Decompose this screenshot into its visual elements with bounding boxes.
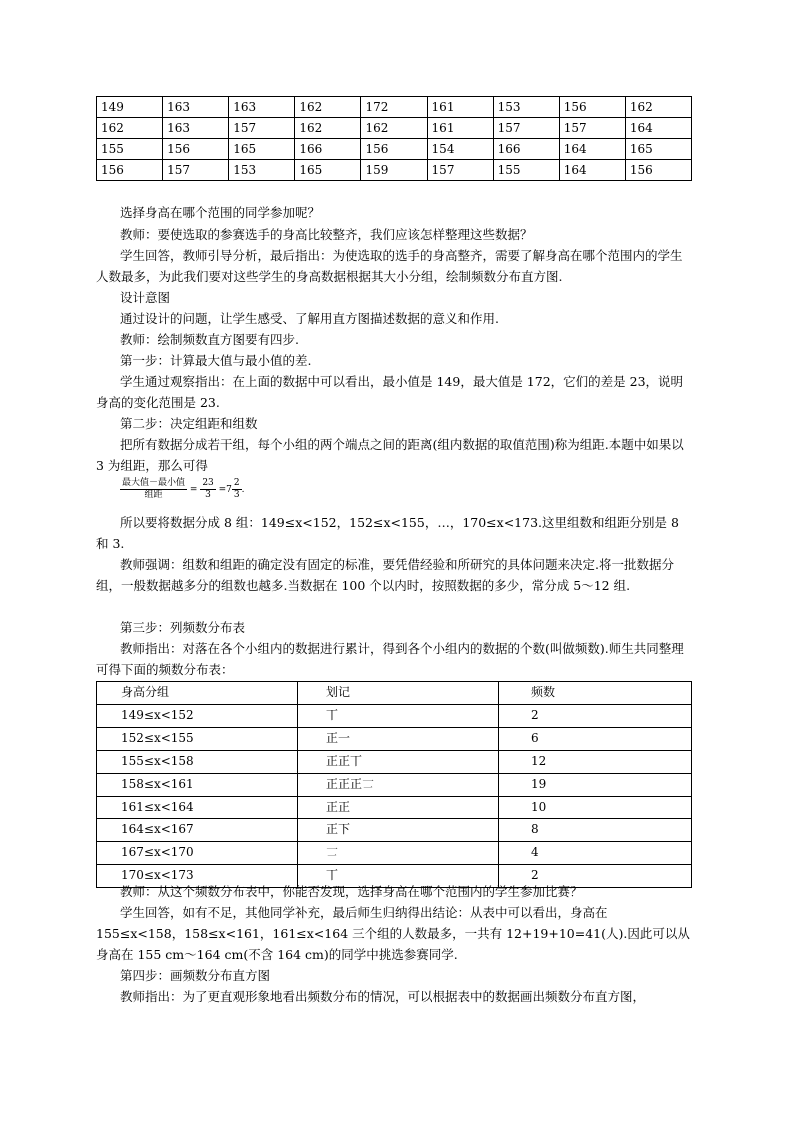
- table-cell-tally: 正一: [298, 727, 499, 750]
- table-cell: 153: [229, 160, 295, 181]
- table-cell: 156: [625, 160, 691, 181]
- column-header: 划记: [298, 682, 499, 705]
- table-cell-count: 4: [499, 842, 692, 865]
- paragraph-step-one: 第一步：计算最大值与最小值的差.: [120, 353, 312, 368]
- table-cell-range: 152≤x<155: [97, 727, 298, 750]
- table-cell: 157: [493, 118, 559, 139]
- table-cell-count: 6: [499, 727, 692, 750]
- frequency-distribution-table: [96, 681, 692, 888]
- table-cell-tally: 正正正𠄟: [298, 773, 499, 796]
- table-cell: 155: [97, 139, 163, 160]
- table-cell-range: 161≤x<164: [97, 796, 298, 819]
- paragraph-step-four: 第四步：画频数分布直方图: [120, 968, 271, 983]
- paragraph-question: 选择身高在哪个范围的同学参加呢？: [120, 205, 321, 220]
- paragraph-design-intent: 通过设计的问题，让学生感受、了解用直方图描述数据的意义和作用.: [120, 311, 499, 326]
- table-cell: 172: [361, 97, 427, 118]
- table-cell: 166: [493, 139, 559, 160]
- table-cell: 157: [427, 160, 493, 181]
- table-cell: 163: [229, 97, 295, 118]
- table-cell-tally: 正下: [298, 819, 499, 842]
- table-row: [97, 727, 692, 750]
- table-cell: 159: [361, 160, 427, 181]
- table-cell: 157: [559, 118, 625, 139]
- table-cell: 166: [295, 139, 361, 160]
- table-cell: 154: [427, 139, 493, 160]
- table-row: [97, 704, 692, 727]
- table-row: [97, 139, 692, 160]
- paragraph-group-count: 所以要将数据分成 8 组：149≤x<152，152≤x<155，…，170≤x<173.这里组数和组距分别是 8 和 3.: [96, 515, 679, 551]
- table-row: [97, 750, 692, 773]
- table-cell-count: 10: [499, 796, 692, 819]
- table-cell: 162: [625, 97, 691, 118]
- height-data-table: [96, 96, 692, 181]
- table-cell-range: 164≤x<167: [97, 819, 298, 842]
- paragraph-teacher-question: 教师：从这个频数分布表中，你能否发现，选择身高在哪个范围内的学生参加比赛？: [120, 884, 583, 899]
- table-cell: 162: [295, 97, 361, 118]
- paragraph-four-steps: 教师：绘制频数直方图要有四步.: [120, 332, 299, 347]
- table-cell: 162: [361, 118, 427, 139]
- table-cell-range: 170≤x<173: [97, 865, 298, 888]
- table-cell: 163: [163, 97, 229, 118]
- table-cell: 157: [163, 160, 229, 181]
- paragraph-teacher-emphasis: 教师强调：组数和组距的确定没有固定的标准，要凭借经验和所研究的具体问题来决定.将一批数据分组，一般数据越多分的组数也越多.当数据在 100 个以内时，按照数据的多少，常分成 5～12 组.: [96, 557, 674, 593]
- paragraph-step-three: 第三步：列频数分布表: [120, 620, 246, 635]
- table-cell-range: 167≤x<170: [97, 842, 298, 865]
- table-cell: 164: [559, 160, 625, 181]
- group-count-formula: $\frac{\text{最大值－最小值}}{\text{组距}}$ = $\frac{23}{3}$ =7 $\frac{2}{3}$ .: [122, 478, 245, 500]
- table-cell: 161: [427, 97, 493, 118]
- table-cell-tally: 正正丅: [298, 750, 499, 773]
- table-cell: 165: [625, 139, 691, 160]
- table-cell: 163: [163, 118, 229, 139]
- paragraph-class-width: 把所有数据分成若干组，每个小组的两个端点之间的距离(组内数据的取值范围)称为组距.本题中如果以 3 为组距，那么可得: [96, 437, 684, 473]
- table-cell: 155: [493, 160, 559, 181]
- column-header: 频数: [499, 682, 692, 705]
- table-cell-range: 158≤x<161: [97, 773, 298, 796]
- table-cell: 156: [559, 97, 625, 118]
- table-cell-count: 2: [499, 704, 692, 727]
- table-cell-count: 8: [499, 819, 692, 842]
- table-cell-count: 12: [499, 750, 692, 773]
- table-row: [97, 842, 692, 865]
- table-row: [97, 160, 692, 181]
- table-cell: 156: [163, 139, 229, 160]
- table-cell-count: 2: [499, 865, 692, 888]
- table-row: [97, 796, 692, 819]
- table-cell-count: 19: [499, 773, 692, 796]
- table-cell: 164: [625, 118, 691, 139]
- table-cell: 149: [97, 97, 163, 118]
- paragraph-frequency-intro: 教师指出：对落在各个小组内的数据进行累计，得到各个小组内的数据的个数(叫做频数).师生共同整理可得下面的频数分布表：: [96, 641, 684, 677]
- table-cell-tally: 丅: [298, 704, 499, 727]
- paragraph-teacher-ask: 教师：要使选取的参赛选手的身高比较整齐，我们应该怎样整理这些数据？: [120, 227, 533, 242]
- table-cell-range: 149≤x<152: [97, 704, 298, 727]
- table-cell-tally: 丅: [298, 865, 499, 888]
- paragraph-histogram-intro: 教师指出：为了更直观形象地看出频数分布的情况，可以根据表中的数据画出频数分布直方图，: [120, 989, 646, 1004]
- table-cell: 165: [229, 139, 295, 160]
- column-header: 身高分组: [97, 682, 298, 705]
- table-row: [97, 118, 692, 139]
- table-cell: 165: [295, 160, 361, 181]
- table-header-row: [97, 682, 692, 705]
- table-cell: 162: [295, 118, 361, 139]
- table-cell-range: 155≤x<158: [97, 750, 298, 773]
- formula-fraction-main: $\frac{\text{最大值－最小值}}{\text{组距}}$: [122, 478, 186, 500]
- paragraph-design-intent-title: 设计意图: [120, 290, 171, 305]
- table-cell: 156: [97, 160, 163, 181]
- table-cell: 161: [427, 118, 493, 139]
- table-cell: 162: [97, 118, 163, 139]
- paragraph-range-result: 学生通过观察指出：在上面的数据中可以看出，最小值是 149，最大值是 172，它们的差是 23，说明身高的变化范围是 23.: [96, 374, 684, 410]
- paragraph-student-answer: 学生回答，教师引导分析，最后指出：为使选取的选手的身高整齐，需要了解身高在哪个范围内的学生人数最多，为此我们要对这些学生的身高数据根据其大小分组，绘制频数分布直方图.: [96, 248, 683, 284]
- table-cell: 157: [229, 118, 295, 139]
- paragraph-conclusion: 学生回答，如有不足，其他同学补充，最后师生归纳得出结论：从表中可以看出，身高在 155≤x<158，158≤x<161，161≤x<164 三个组的人数最多，一共有 12+19+10=41(人).因此可以从身高在 155 cm～164 cm(不含 164 cm)的同学中挑选参赛同学.: [96, 905, 690, 962]
- table-cell: 156: [361, 139, 427, 160]
- table-cell-tally: 正正: [298, 796, 499, 819]
- table-cell-tally: 𠄟: [298, 842, 499, 865]
- table-row: [97, 773, 692, 796]
- paragraph-step-two: 第二步：决定组距和组数: [120, 416, 258, 431]
- table-row: [97, 97, 692, 118]
- table-cell: 153: [493, 97, 559, 118]
- table-cell: 164: [559, 139, 625, 160]
- table-row: [97, 819, 692, 842]
